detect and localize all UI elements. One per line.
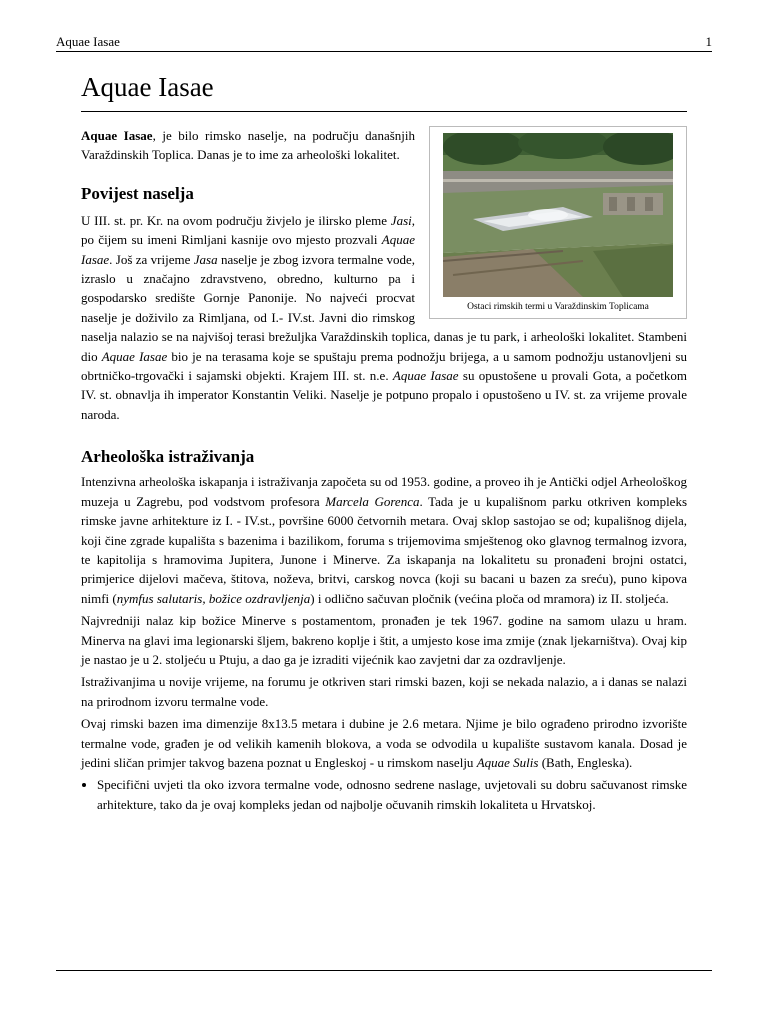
running-header xyxy=(56,34,712,50)
history-paragraph: U III. st. pr. Kr. na ovom području živjelo je ilirsko pleme Jasi, po čijem su imeni Rimljani kasnije ovo mjesto prozvali Aquae Iasae. Još za vrijeme Jasa naselje je zbog izvora termalne vode, izraslo u značajno zdravstveno, obredno, kulturno pa i gospodarsko središte Gornje Panonije. No najveći procvat naselje je doživilo za Rimljana, od I.- IV.st. Javni dio rimskog naselja nalazio se na najvišoj terasi brežuljka Varaždinskih toplica, danas je tu park, i arheološki lokalitet. Stambeni dio Aquae Iasae bio je na terasama koje se spuštaju prema podnožju brijega, a u samom podnožju ustanovljeni su obrtničko-trgovački i sajamski objekti. Krajem III. st. n.e. Aquae Iasae su opustošene u provali Gota, a početkom IV. st. obnavlja ih imperator Konstantin Veliki. Naselje je potpuno propalo i opustošeno u IV. st. za vrijeme provale naroda. xyxy=(81,212,687,422)
roman-baths-photo xyxy=(443,133,673,297)
figure-box xyxy=(429,126,687,319)
research-paragraph-4: Ovaj rimski bazen ima dimenzije 8x13.5 metara i dubine je 2.6 metara. Njime je bilo ograđeno prirodno izvorište termalne vode, građen je od velikih kamenih blokova, a voda se odvodila u kupalište sustavom kanala. Dosad je jedini sličan primjer takvog bazena poznat u Engleskoj - u rimskom naselju Aquae Sulis (Bath, Engleska). xyxy=(81,716,687,770)
header-rule xyxy=(56,51,712,52)
intro-term: Aquae Iasae xyxy=(81,128,153,143)
list-item: • Specifični uvjeti tla oko izvora termalne vode, odnosno sedrene naslage, uvjetovali su dobru sačuvanost rimske arhitekture, tako da je ovaj kompleks jedan od najbolje očuvanih rimskih lokaliteta u Hrvatskoj. xyxy=(97,775,687,814)
figure-caption: Ostaci rimskih termi u Varaždinskim Toplicama xyxy=(467,302,649,312)
section-heading-history: Povijest naselja xyxy=(81,183,194,203)
running-title: Aquae Iasae xyxy=(56,34,120,49)
bullet-list xyxy=(81,775,687,814)
research-paragraph-2: Najvredniji nalaz kip božice Minerve s postamentom, pronađen je tek 1967. godine na samom ulazu u hram. Minerva na glavi ima legionarski šljem, bakreno koplje i štit, a umjesto kose ima zmije (znak ljekarništva). Ovaj kip je nastao je u 2. stoljeću u Ptuju, a dao ga je izraditi vijećnik kao zavjetni dar za ozdravljenje. xyxy=(81,613,687,667)
research-paragraph-3: Istraživanjima u novije vrijeme, na forumu je otkriven stari rimski bazen, koji se nekada nalazio, a i danas se nalazi na prirodnom izvoru termalne vode. xyxy=(81,674,687,709)
footer-rule xyxy=(56,970,712,971)
research-paragraph-1: Intenzivna arheološka iskapanja i istraživanja započeta su od 1953. godine, a proveo ih je Antički odjel Arheološkog muzeja u Zagrebu, pod vodstvom profesora Marcela Gorenca. Tada je u kupališnom parku otkriven kompleks rimske javne arhitekture iz I. - IV.st., površine 6000 četvornih metara. Ovaj sklop sastojao se od; kupališnog dijela, koji čine zgrade kupališta s bazenima i bazilikom, foruma s trijemovima smještenog oko glavnog termalnog izvora, te kapitolija s hramovima Jupitera, Junone i Minerve. Za iskapanja na lokalitetu su pronađeni brojni ostatci, primjerice dijelovi mačeva, štitova, noževa, britvi, carskog novca (koji su bacani u bazen za sreću), puno kipova nimfi (nymfus salutaris, božice ozdravljenja) i odlično sačuvan pločnik (većina ploča od mramora) iz II. stoljeća. xyxy=(81,474,688,606)
page-number: 1 xyxy=(705,34,712,49)
article-title: Aquae Iasae xyxy=(81,70,687,112)
section-heading-research: Arheološka istraživanja xyxy=(81,447,255,467)
intro-paragraph: Aquae Iasae, je bilo rimsko naselje, na području današnjih Varaždinskih Toplica. Danas je to ime za arheološki lokalitet. xyxy=(81,128,415,163)
article-body xyxy=(81,70,687,814)
